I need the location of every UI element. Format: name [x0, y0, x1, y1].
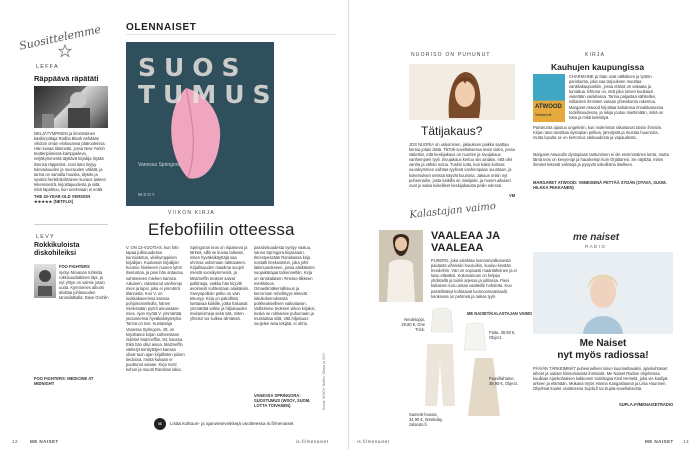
- movie-still-image: [34, 86, 108, 128]
- radio-title-2: nyt myös radiossa!: [557, 350, 649, 361]
- book2-cover-title: ATWOOD: [535, 104, 562, 110]
- right-folio-magazine: ME NAISET: [645, 439, 674, 444]
- host-photo: [533, 252, 673, 334]
- radio-logo: me naiset: [573, 232, 620, 243]
- book2-body3: Margaret Atwoodin dystopiaan tarttuminen ei ole ensimmäinen kerta, mutta tämä teos on kevyempi ja hauskempi kuin Orjattaresi. Se näyttää, miten ihmiset tekevät valintoja ja pysyvät uskollisina itselleen.: [533, 152, 669, 168]
- fashion-title-1: VAALEAA JA: [431, 230, 501, 242]
- levy-label: LEVY: [36, 234, 55, 240]
- section-header: OLENNAISET: [126, 22, 197, 33]
- sidebar-script-title: Suosittelemme: [18, 22, 103, 53]
- shirt-image: [463, 322, 487, 352]
- book-cover-title: SUOS TUMUS: [138, 53, 279, 109]
- levy-body-top: syntyi Nirvanan tuhkista rokkisuodattimen läpi, ja nyt yhtye on valmis jotain uutta. Kymmenes albumi aloittaa juhlavuoden tanssilattialla: Dave Grohlin: [59, 270, 109, 300]
- right-folio-number: 13: [683, 439, 689, 444]
- left-folio-number: 12: [12, 439, 18, 444]
- book-footnote: Lisää kulttuuri- ja ajanvietevinkkejä osoitteessa is.fi/menaiset: [170, 421, 294, 426]
- book2-body: CHARMAINE ja Stan ovat nälkäinen ja työtön pariskunta, joka saa tarjouksen muuttaa vankilakaupunkiin, jossa elämä on vakaata ja turvattua. Ehtona on, että joka toinen kuukausi vietetään vankilassa. Tarina paljastaa vähitellen, millaisten ihmisten varaan yhteiskunta rakentuu. Margaret Atwood kirjoittaa kahdessa rinnakkaisessa todellisuudessa, ja lukija joutuu miettimään, mikä on totta ja mikä keksittyä.: [569, 74, 664, 120]
- fashion-script-title: Kalastajan vaimo: [409, 200, 497, 221]
- model-photo: [379, 230, 423, 302]
- book-cover-publisher: WSOY: [138, 192, 156, 197]
- book-body-col1: V. ON 13-VUOTIAS, kun hän tapaa julkisuudessa kunnioitetun, viisikymppisen kirjailijan. Kuuluisan kirjailijan huomio hiveleeen nuoren tytön itsetuntoa, ja pian hän antautuu suhteeseen miehen kanssa. Aikuinen, rakastunut vanhempi mies ja lapsi, joka ei ymmärrä tilannetta. Kun V. on luokkakaverinsa kanssa pohjoisrannikolla, hänen mielessään pyörii ainoastaan mies. Ajan myötä V. ymmärtää joutuneensa hyväksikäytetyksi. Tarina on tosi. Kustantaja Vanessa Springora, 48, on kirjoittanut kirjan suhteestaan Gabriel Matzneffiin, 84, kanssa. Eikä hän ollut ainoa. Matzneffin väittelyt teinityttöjen kanssa olivat tuon ajan kirjallisten piirien tiedossa, mutta kukaan ei puuttunut asiaan. Kirja nosti kohun ja muutti Ranskan lakia.: [126, 245, 185, 373]
- book2-credit: MARGARET ATWOOD: VIIMEISENÄ PETTÄÄ SYDÄN (OTAVA, SUOM. HILKKA PEKKANEN): [533, 180, 667, 191]
- caption-pants: Sametti-housut, 34,90 €, Weekday, zalando.fi.: [409, 412, 443, 428]
- leffa-body: NELJÄTYMPINEN ja ilmiömäinen käsikirjoittaja Radha Blank nähdään vihdoin oman elokuvansa päärooleissa. Hän kuvaa tilannetta, jossa New Yorkin teatteripiireissä kamppaileva, neljäkymmentä täyttävä kirjailija löytää itsensä räppärinä. Uusi ääni löytyy tulevaisuuden ja nuoruuden välistä, ja tarina on samalla hauska, älykäs ja syvästi henkilökohtainen kuvaus taiteen tekemisestä, kirjoittajuudesta ja siitä, mitä tapahtuu, kun unelmiaan ei enää: [34, 131, 106, 193]
- ilta-sanomat-logo-icon: IS: [154, 418, 166, 430]
- levy-body: [34, 302, 109, 374]
- book2-cover-subtitle: Testamentit: [535, 113, 552, 117]
- star-icon: [58, 44, 72, 58]
- levy-title: Rokkikuloista diskohileiksi: [34, 242, 80, 257]
- skirt-image: [467, 356, 501, 418]
- book-body-col2: Springoran teos on riipaiseva ja tärkeä, sillä se kuvaa tarkasti, miten hyväksikäyttäjä saa uhrinsa uskomaan rakkauteen. Kirjallisuuden maailma suojeli miestä vuosikymmeniä, ja Matzneffin teokset saivat palkintoja, vaikka hän kirjoitti avoimesti suhteistaan alaikäisiin. Siveyspoliisin pelko on vain tekosyy. Kirja on pakollista luettavaa kaikille, jotka haluavat ymmärtää vallan ja hiljaisuuden mekanismeja sekä sitä, miten yhteisö voi sulkea silmänsä.: [190, 245, 250, 322]
- book2-body2: Pariskunta ajautuu ongelmiin, kun molemmat rakastuvat toisiin ihmisiin. Kirjan taso tavoittaa dystopian pelkoa, jännitystä ja mustaa huumoria, mutta lopulta se on kertomus rakkaudesta ja vapaudesta.: [533, 125, 663, 141]
- hair-illustration: [409, 64, 515, 120]
- hair-label: NUORISO ON PUHUNUT: [411, 52, 491, 58]
- knit-top-image: [427, 306, 457, 334]
- radio-body: PÄIVÄN TÄRKEIMMÄT puheenaiheet sinun kuunneltavaksi, ajankohtaiset aiheet ja uutiset kiinnostavista ihmisistä. Me Naiset Radion ohjelmissa kuullaan Ajankohtaisen kakkosen toimittajaa Kirsi Hemelä, joka vie kuulijat arkeen ja elämään. Mukana myös Hanna Kangaslauma ja Liisa Huurinen. Ohjelmat kuulet osoitteessa Supla.fi tai Supla-sovelluksesta.: [533, 366, 668, 392]
- left-folio-magazine: ME NAISET: [30, 439, 59, 444]
- velvet-pants-image: [423, 342, 457, 408]
- hair-credit: VM: [509, 193, 516, 198]
- leffa-credit: THE 40-YEAR-OLD VERSION ★★★★★ (NETFLIX): [34, 194, 91, 205]
- hair-body: JOS NUORIA on uskominen, jakauksen paikka saattaa kertoa jotain iästä. TikTok-sovelluksessa levisi video, jossa väitettiin, että keskijakaus on nuorten ja sivujakaus vanhempien tyyli. Sivujakaus kertoo siis ainakin, että olet vanha ja vähän noloa. Tuskin totta, kun kaksi kolmas vuosikymmen vaihtaa tyylinsä vanhempaan suuntaan, ja kokemukset netissä käyvät kuumina. Jakaus onkin nyt puheenaihe, josta kaikilla on mielipide, ja monet aikuiset ovat jo salaa kokeilleet keskijakausta peilin edessä.: [409, 142, 515, 188]
- leffa-label: LEFFA: [36, 64, 59, 70]
- leffa-title: Räppäävä räpätäti: [34, 74, 99, 83]
- photo-credit-vertical: Kuvat: WSOY, Netflix, Otava ja SXY: [322, 352, 326, 410]
- book2-cover: [533, 74, 565, 122]
- right-folio-url: is.fi/menaiset: [357, 439, 390, 444]
- caption-skirt: Puuvillahame, 39,90 €, Object.: [489, 376, 518, 387]
- book-credit: VANESSA SPRINGORA: SUOSTUMUS (WSOY, SUOM. LOTTA TOIVANEN): [254, 393, 311, 409]
- radio-logo-sub: RADIO: [585, 244, 607, 249]
- fashion-body: PUSERO, joka valahtaa luonnonvalkoisesta paidasta vihreisiin housuihin, kuuluu kevään trendeihin. Väri on sopivasti maanläheinen ja ei luisu eläväksi. Kokonaisuus on helppo yhdistellä ja toimii arjessa ja juhlassa. Pieni kultainen koru antaa vaatteille hohdetta. Kun pastellisävyt kohtaavat luonnonmateriaalit, tuloksena on pehmeä ja raikas tyyli.: [431, 258, 517, 299]
- book-body-col3: passiivisuudesta syntyy vastuu, sanoo Springora kirjassaan. Ilmestyessään Ranskassa kirja nostatti keskustelun, joka johti lakimuutokseen, jossa alaikäisten suojaikärajaa tarkennettiin. Kirja on ranskalaisen #metoo-liikkeen merkkiteos. Omaelämäkerrallisuus ja kerronnan rehellisyys tekevät lukukokemuksesta poikkeuksellisen vaikuttavan. Valitsimme teoksen viikon kirjaksi, koska se rohkaisee puhumaan ja muistuttaa siitä, että hiljaisuus suojelee aina tekijää, ei uhria.: [254, 245, 316, 327]
- radio-title-1: Me Naiset: [579, 338, 627, 349]
- levy-band: FOO FIGHTERS: [59, 264, 90, 269]
- radio-credit: SUPLA.FI/MENAISETRADIO: [619, 402, 674, 407]
- hair-title: Tätijakaus?: [421, 124, 483, 138]
- book-cover: [126, 42, 279, 206]
- book-cover-author: Vanessa Springora: [138, 162, 181, 168]
- album-cover-image: [34, 264, 56, 298]
- caption-shirt: Paita, 39,90 €, Object.: [489, 330, 516, 341]
- right-page: [348, 0, 696, 450]
- levy-credit: FOO FIGHTERS: MEDICINE AT MIDNIGHT: [34, 376, 94, 387]
- fashion-title-2: VAALEAA: [431, 242, 484, 254]
- book-kicker: VIIKON KIRJA: [168, 210, 215, 216]
- book2-label: KIRJA: [585, 52, 606, 58]
- caption-top: Neuletoppi, 29,90 €, One Trick.: [401, 317, 425, 333]
- book2-title: Kauhujen kaupungissa: [551, 62, 645, 72]
- book-title: Efebofiilin otteessa: [148, 220, 295, 239]
- left-folio-url: is.fi/menaiset: [296, 439, 329, 444]
- fashion-credit: ME NAISET/KALASTAJAN VAIMO: [467, 311, 533, 316]
